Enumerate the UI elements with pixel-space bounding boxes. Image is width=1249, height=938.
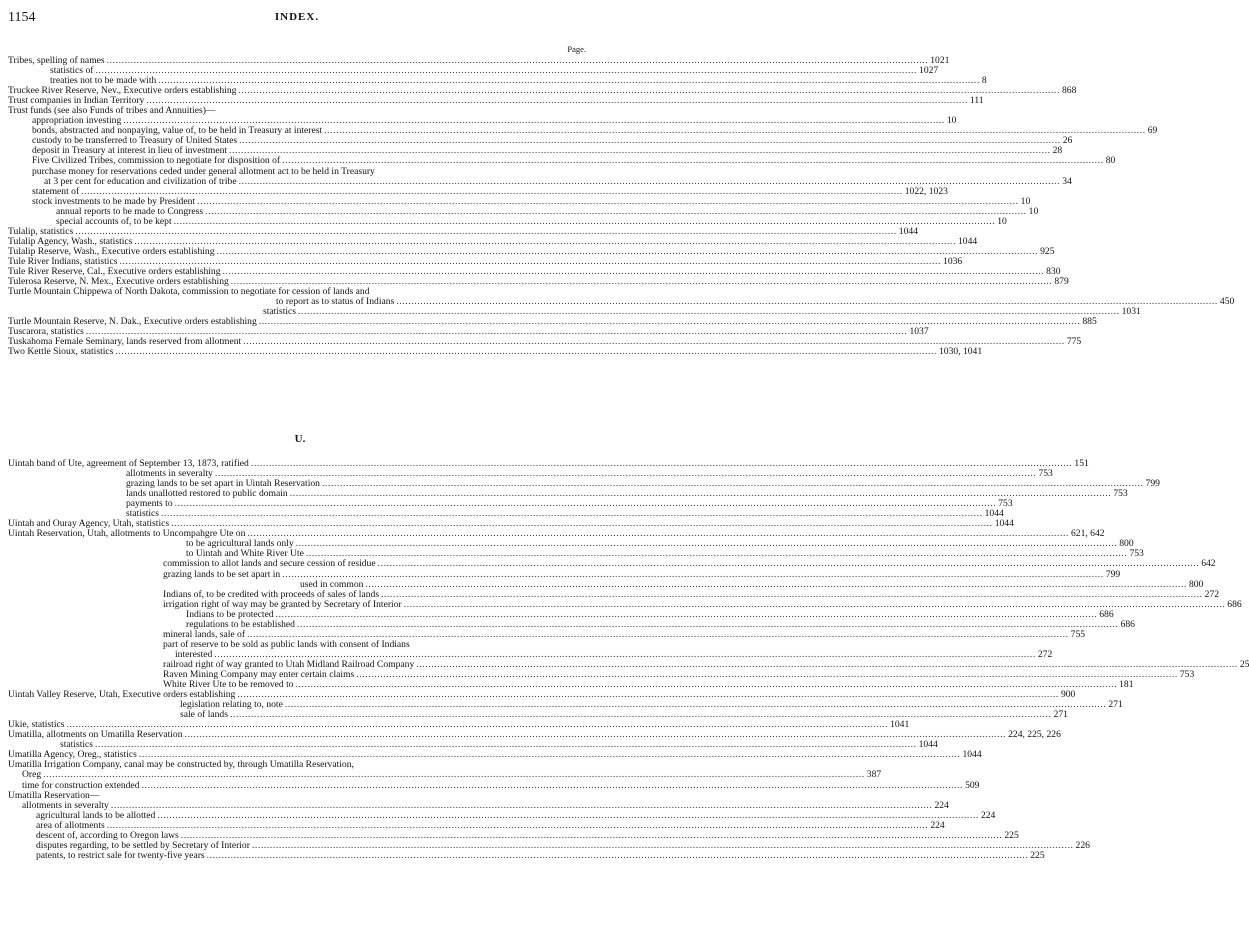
entry-text: area of allotments [36, 819, 105, 831]
entry-text: lands unallotted restored to public domain [126, 488, 288, 500]
page-title: INDEX. [274, 11, 320, 23]
entry-text: Indians of, to be credited with proceeds of sales of lands [163, 588, 380, 600]
entry-page: 1044 [918, 739, 938, 751]
dot-leader: .................................................................................................................................................................................................................................................................................. [321, 478, 1144, 490]
dot-leader: .................................................................................................................................................................................................................................................................................. [184, 729, 1007, 741]
dot-leader: .................................................................................................................................................................................................................................................................................. [324, 125, 1146, 137]
entry-page: 868 [1062, 85, 1077, 97]
dot-leader: .................................................................................................................................................................................................................................................................................. [284, 699, 1107, 711]
entry-page: 830 [1046, 265, 1061, 277]
dot-leader: .................................................................................................................................................................................................................................................................................. [305, 548, 1128, 560]
dot-leader: .................................................................................................................................................................................................................................................................................. [171, 518, 993, 530]
entry-page: 1044 [984, 508, 1004, 520]
dot-leader: .................................................................................................................................................................................................................................................................................. [381, 588, 1203, 600]
dot-leader: .................................................................................................................................................................................................................................................................................. [214, 468, 1037, 480]
dot-leader: .................................................................................................................................................................................................................................................................................. [81, 185, 903, 197]
entry-page: 800 [1189, 578, 1204, 590]
page-number: 1154 [8, 10, 36, 25]
entry-text: Ukie, statistics [8, 719, 65, 731]
entry-text: special accounts of, to be kept [56, 215, 172, 227]
dot-leader: .................................................................................................................................................................................................................................................................................. [258, 316, 1081, 328]
entry-page: 224 [980, 809, 996, 821]
entry-text: Tulerosa Reserve, N. Mex., Executive orders establishing [8, 276, 229, 288]
entry-text: statistics [263, 306, 297, 318]
dot-leader: .................................................................................................................................................................................................................................................................................. [141, 779, 964, 791]
dot-leader: .................................................................................................................................................................................................................................................................................. [238, 175, 1061, 187]
entry-page: 799 [1105, 568, 1121, 580]
entry-text: mineral lands, sale of [163, 628, 246, 640]
dot-leader: .................................................................................................................................................................................................................................................................................. [298, 306, 1120, 318]
entry-page: 885 [1082, 316, 1097, 328]
dot-leader: .................................................................................................................................................................................................................................................................................. [416, 658, 1238, 670]
dot-leader: .................................................................................................................................................................................................................................................................................. [174, 498, 997, 510]
entry-text: Uintah Reservation, Utah, allotments to Uncompahgre Ute on [8, 528, 246, 540]
dot-leader: .................................................................................................................................................................................................................................................................................. [214, 648, 1036, 660]
entry-text: irrigation right of way may be granted by Secretary of Interior [163, 598, 402, 610]
index-entry [8, 849, 1045, 861]
index-entry [8, 558, 1216, 570]
entry-text: Umatilla Reservation— [8, 789, 100, 801]
dot-leader: .................................................................................................................................................................................................................................................................................. [237, 689, 1059, 701]
entry-page: 26 [1062, 135, 1073, 147]
entry-page: 621, 642 [1070, 528, 1105, 540]
entry-page: 272 [1037, 648, 1053, 660]
dot-leader: .................................................................................................................................................................................................................................................................................. [229, 145, 1051, 157]
entry-page: 34 [1062, 175, 1072, 187]
entry-page: 686 [1120, 618, 1135, 630]
dot-leader: .................................................................................................................................................................................................................................................................................. [238, 85, 1060, 97]
dot-leader: .................................................................................................................................................................................................................................................................................. [106, 819, 929, 831]
entry-text: statistics [126, 508, 160, 520]
entry-page: 642 [1201, 558, 1216, 570]
dot-leader: .................................................................................................................................................................................................................................................................................. [295, 679, 1118, 691]
entry-page: 387 [866, 769, 882, 781]
dot-leader: .................................................................................................................................................................................................................................................................................. [95, 65, 918, 77]
dot-leader: .................................................................................................................................................................................................................................................................................. [123, 115, 945, 127]
entry-page: 753 [1179, 668, 1195, 680]
entry-page: 753 [1129, 548, 1144, 560]
entry-text: Tulalip Reserve, Wash., Executive orders establishing [8, 245, 215, 257]
entry-page: 900 [1060, 689, 1076, 701]
entry-text: treaties not to be made with [50, 75, 157, 87]
entry-text: commission to allot lands and secure cession of residue [163, 558, 376, 570]
index-section-u [8, 458, 1249, 861]
entry-text: railroad right of way granted to Utah Midland Railroad Company [163, 658, 415, 670]
dot-leader: .................................................................................................................................................................................................................................................................................. [95, 739, 917, 751]
entry-page: 800 [1119, 538, 1134, 550]
section-letter: U. [294, 433, 306, 445]
entry-text: Oreg [22, 769, 42, 781]
entry-text: Tule River Reserve, Cal., Executive orders establishing [8, 265, 221, 277]
dot-leader: .................................................................................................................................................................................................................................................................................. [222, 265, 1045, 277]
index-entry [8, 155, 1116, 167]
entry-text: grazing lands to be set apart in Uintah Reservation [126, 478, 320, 490]
entry-text: Uintah band of Ute, agreement of September 13, 1873, ratified [8, 458, 249, 469]
entry-text: Tuscarora, statistics [8, 326, 84, 338]
dot-leader: .................................................................................................................................................................................................................................................................................. [243, 336, 1065, 348]
entry-text: Umatilla Irrigation Company, canal may be constructed by, through Umatilla Reservation, [8, 759, 354, 771]
dot-leader: .................................................................................................................................................................................................................................................................................. [119, 255, 942, 267]
entry-text: used in common [300, 578, 364, 590]
dot-leader: .................................................................................................................................................................................................................................................................................. [247, 528, 1069, 540]
entry-page: 686 [1099, 608, 1114, 620]
entry-page: 25 [1239, 658, 1249, 670]
dot-leader: .................................................................................................................................................................................................................................................................................. [365, 578, 1187, 590]
dot-leader: .................................................................................................................................................................................................................................................................................. [66, 719, 889, 731]
entry-page: 1041 [890, 719, 910, 731]
entry-page: 755 [1070, 628, 1086, 640]
entry-text: to be agricultural lands only [186, 538, 294, 550]
dot-leader: .................................................................................................................................................................................................................................................................................. [205, 205, 1027, 217]
entry-text: statistics [60, 739, 94, 751]
entry-text: at 3 per cent for education and civilization of tribe [44, 175, 237, 187]
page-column-label: Page. [567, 44, 586, 54]
entry-text: payments to [126, 498, 173, 510]
entry-text: stock investments to be made by President [32, 195, 196, 207]
entry-text: Uintah Valley Reserve, Utah, Executive orders establishing [8, 689, 236, 701]
entry-page: 753 [1038, 468, 1053, 480]
entry-page: 879 [1054, 276, 1069, 288]
entry-page: 271 [1053, 709, 1068, 721]
dot-leader: .................................................................................................................................................................................................................................................................................. [251, 839, 1074, 851]
entry-text: Tribes, spelling of names [8, 55, 105, 66]
entry-text: bonds, abstracted and nonpaying, value of, to be held in Treasury at interest [32, 125, 323, 137]
entry-page: 10 [1020, 195, 1031, 207]
entry-page: 1037 [909, 326, 929, 338]
entry-text: Trust funds (see also Funds of tribes and Annuities)— [8, 105, 216, 117]
entry-page: 925 [1040, 245, 1055, 257]
entry-text: Tulalip Agency, Wash., statistics [8, 235, 133, 247]
dot-leader: .................................................................................................................................................................................................................................................................................. [216, 245, 1039, 257]
dot-leader: .................................................................................................................................................................................................................................................................................. [75, 225, 897, 237]
entry-text: to Uintah and White River Ute [186, 548, 304, 560]
dot-leader: .................................................................................................................................................................................................................................................................................. [138, 749, 961, 761]
entry-text: Raven Mining Company may enter certain claims [163, 668, 355, 680]
dot-leader: .................................................................................................................................................................................................................................................................................. [282, 568, 1104, 580]
entry-page: 224 [930, 819, 945, 831]
entry-text: Umatilla Agency, Oreg., statistics [8, 749, 137, 761]
index-entry [8, 769, 882, 781]
entry-page: 1044 [898, 225, 918, 237]
entry-text: regulations to be established [186, 618, 295, 630]
dot-leader: .................................................................................................................................................................................................................................................................................. [230, 276, 1053, 288]
entry-page: 69 [1147, 125, 1158, 137]
entry-text: Truckee River Reserve, Nev., Executive orders establishing [8, 85, 237, 97]
entry-text: patents, to restrict sale for twenty-five years [36, 849, 205, 861]
entry-text: statistics of [50, 65, 94, 77]
entry-page: 1044 [962, 749, 982, 761]
entry-text: Two Kettle Sioux, statistics [8, 346, 114, 358]
entry-page: 686 [1227, 598, 1242, 610]
entry-page: 1030, 1041 [938, 346, 983, 358]
entry-text: Tule River Indians, statistics [8, 255, 118, 267]
entry-page: 8 [981, 75, 987, 87]
index-entry [8, 346, 983, 358]
entry-text: interested [175, 648, 213, 660]
dot-leader: .................................................................................................................................................................................................................................................................................. [239, 135, 1061, 147]
entry-page: 224, 225, 226 [1008, 729, 1061, 741]
entry-text: allotments in severalty [22, 799, 109, 811]
dot-leader: .................................................................................................................................................................................................................................................................................. [275, 608, 1098, 620]
entry-page: 450 [1219, 296, 1235, 308]
entry-text: Tulalip, statistics [8, 225, 74, 237]
entry-text: custody to be transferred to Treasury of United States [32, 135, 238, 147]
entry-text: to report as to status of Indians [276, 296, 395, 308]
dot-leader: .................................................................................................................................................................................................................................................................................. [396, 296, 1218, 308]
dot-leader: .................................................................................................................................................................................................................................................................................. [106, 55, 929, 66]
dot-leader: .................................................................................................................................................................................................................................................................................. [197, 195, 1019, 207]
entry-page: 10 [997, 215, 1007, 227]
dot-leader: .................................................................................................................................................................................................................................................................................. [146, 95, 968, 107]
dot-leader: .................................................................................................................................................................................................................................................................................. [85, 326, 908, 338]
entry-page: 1031 [1121, 306, 1141, 318]
dot-leader: .................................................................................................................................................................................................................................................................................. [356, 668, 1178, 680]
dot-leader: .................................................................................................................................................................................................................................................................................. [206, 849, 1029, 861]
entry-page: 225 [1004, 829, 1019, 841]
dot-leader: .................................................................................................................................................................................................................................................................................. [134, 235, 956, 247]
entry-text: descent of, according to Oregon laws [36, 829, 179, 841]
entry-page: 10 [1028, 205, 1039, 217]
entry-page: 753 [1113, 488, 1128, 500]
entry-text: Five Civilized Tribes, commission to negotiate for disposition of [32, 155, 281, 167]
entry-page: 1036 [943, 255, 963, 267]
dot-leader: .................................................................................................................................................................................................................................................................................. [377, 558, 1200, 570]
entry-page: 1027 [919, 65, 939, 77]
entry-page: 753 [998, 498, 1013, 510]
page-header [8, 10, 586, 26]
entry-text: part of reserve to be sold as public lands with consent of Indians [163, 638, 410, 650]
entry-text: Indians to be protected [186, 608, 274, 620]
entry-page: 111 [969, 95, 984, 107]
dot-leader: .................................................................................................................................................................................................................................................................................. [43, 769, 865, 781]
entry-page: 181 [1119, 679, 1134, 691]
entry-page: 775 [1066, 336, 1082, 348]
dot-leader: .................................................................................................................................................................................................................................................................................. [282, 155, 1104, 167]
entry-page: 1021 [930, 55, 950, 66]
entry-page: 1044 [994, 518, 1014, 530]
entry-text: statement of [32, 185, 80, 197]
entry-page: 799 [1145, 478, 1160, 490]
dot-leader: .................................................................................................................................................................................................................................................................................. [180, 829, 1003, 841]
entry-text: White River Ute to be removed to [163, 679, 294, 691]
entry-page: 226 [1075, 839, 1090, 851]
entry-text: purchase money for reservations ceded under general allotment act to be held in Treasury [32, 165, 375, 177]
entry-page: 80 [1105, 155, 1116, 167]
entry-text: disputes regarding, to be settled by Secretary of Interior [36, 839, 250, 851]
dot-leader: .................................................................................................................................................................................................................................................................................. [115, 346, 937, 358]
entry-text: agricultural lands to be allotted [36, 809, 156, 821]
entry-page: 28 [1052, 145, 1063, 157]
entry-text: sale of lands [180, 709, 228, 721]
entry-text: annual reports to be made to Congress [56, 205, 204, 217]
entry-text: deposit in Treasury at interest in lieu of investment [32, 145, 228, 157]
dot-leader: .................................................................................................................................................................................................................................................................................. [296, 618, 1119, 630]
entry-text: Tuskahoma Female Seminary, lands reserved from allotment [8, 336, 242, 348]
entry-text: time for construction extended [22, 779, 140, 791]
entry-text: Uintah and Ouray Agency, Utah, statistics [8, 518, 170, 530]
entry-text: grazing lands to be set apart in [163, 568, 281, 580]
dot-leader: .................................................................................................................................................................................................................................................................................. [295, 538, 1118, 550]
dot-leader: .................................................................................................................................................................................................................................................................................. [247, 628, 1069, 640]
entry-page: 151 [1074, 458, 1089, 469]
entry-text: Turtle Mountain Reserve, N. Dak., Executive orders establishing [8, 316, 257, 328]
entry-text: Turtle Mountain Chippewa of North Dakota, commission to negotiate for cession of lands and [8, 286, 370, 298]
dot-leader: .................................................................................................................................................................................................................................................................................. [173, 215, 996, 227]
index-section-t [8, 55, 1235, 358]
entry-page: 10 [946, 115, 957, 127]
entry-page: 509 [965, 779, 980, 791]
entry-page: 271 [1108, 699, 1123, 711]
dot-leader: .................................................................................................................................................................................................................................................................................. [229, 709, 1052, 721]
dot-leader: .................................................................................................................................................................................................................................................................................. [161, 508, 983, 520]
entry-page: 272 [1204, 588, 1220, 600]
entry-text: legislation relating to, note [180, 699, 283, 711]
dot-leader: .................................................................................................................................................................................................................................................................................. [403, 598, 1226, 610]
entry-text: Trust companies in Indian Territory [8, 95, 145, 107]
dot-leader: .................................................................................................................................................................................................................................................................................. [250, 458, 1073, 469]
entry-text: Umatilla, allotments on Umatilla Reservation [8, 729, 183, 741]
entry-page: 225 [1030, 849, 1045, 861]
entry-page: 1022, 1023 [904, 185, 948, 197]
entry-text: allotments in severalty [126, 468, 213, 480]
entry-page: 224 [934, 799, 949, 811]
dot-leader: .................................................................................................................................................................................................................................................................................. [158, 75, 980, 87]
dot-leader: .................................................................................................................................................................................................................................................................................. [289, 488, 1112, 500]
entry-text: appropriation investing [32, 115, 122, 127]
dot-leader: .................................................................................................................................................................................................................................................................................. [110, 799, 933, 811]
dot-leader: .................................................................................................................................................................................................................................................................................. [157, 809, 979, 821]
entry-page: 1044 [957, 235, 978, 247]
